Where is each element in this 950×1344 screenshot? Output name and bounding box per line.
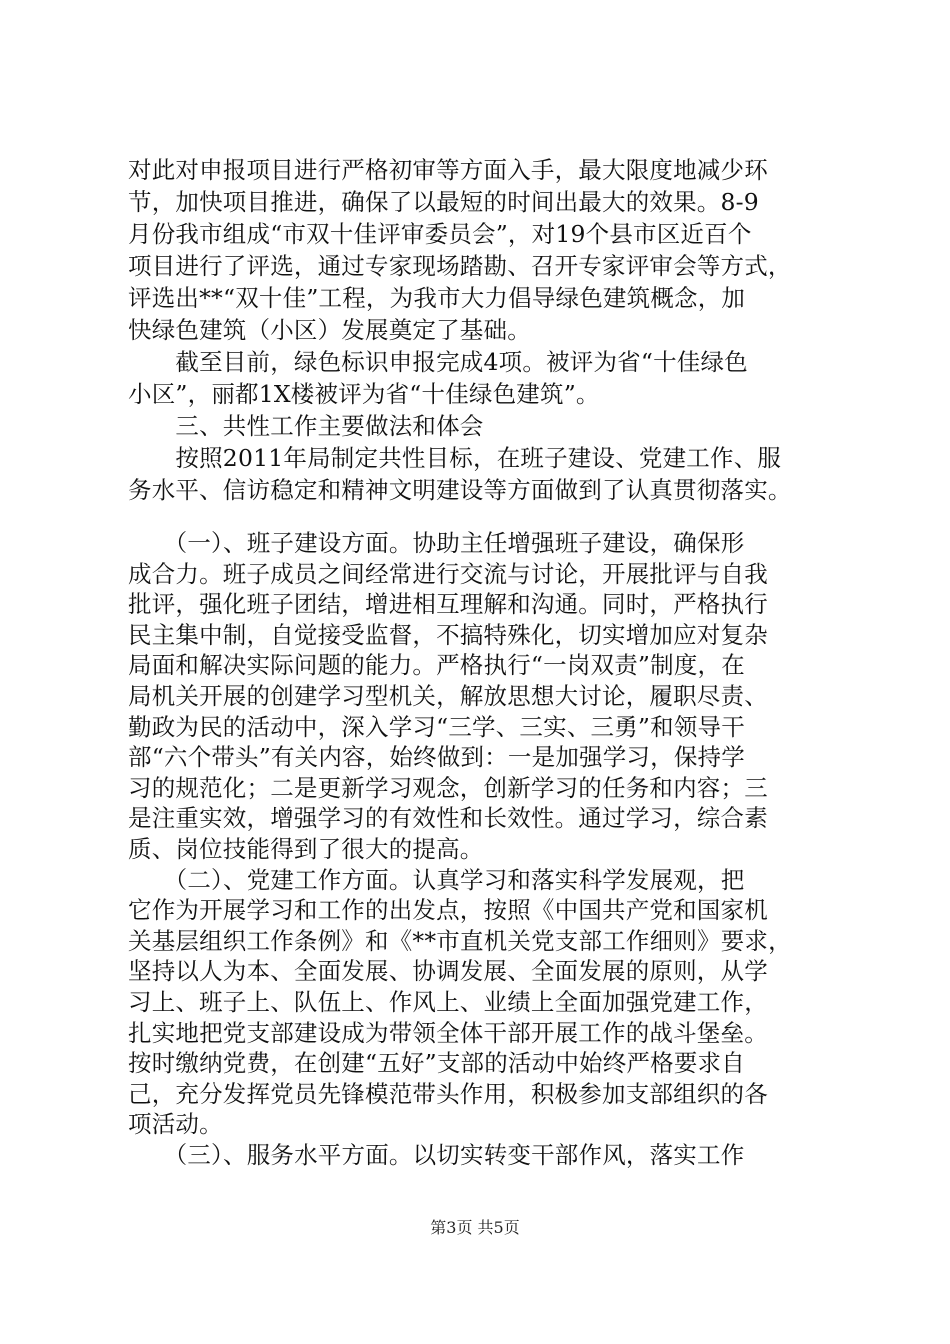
text-line: 局机关开展的创建学习型机关，解放思想大讨论，履职尽责、 — [128, 682, 768, 710]
text-line: （二）、党建工作方面。认真学习和落实科学发展观，把 — [128, 866, 745, 894]
page-footer: 第3页 共5页 — [430, 1218, 520, 1237]
text-line: 它作为开展学习和工作的出发点，按照《中国共产党和国家机 — [128, 896, 768, 924]
text-line: 习上、班子上、队伍上、作风上、业绩上全面加强党建工作， — [128, 988, 768, 1016]
text-line: 项目进行了评选，通过专家现场踏勘、召开专家评审会等方式， — [128, 252, 792, 280]
text-line: 小区”，丽都1X楼被评为省“十佳绿色建筑”。 — [128, 380, 600, 408]
text-line: 快绿色建筑（小区）发展奠定了基础。 — [128, 316, 531, 344]
text-line: 扎实地把党支部建设成为带领全体干部开展工作的战斗堡垒。 — [128, 1019, 768, 1047]
text-line: 关基层组织工作条例》和《**市直机关党支部工作细则》要求， — [128, 927, 792, 955]
text-line: 质、岗位技能得到了很大的提高。 — [128, 835, 484, 863]
text-line: 评选出**“双十佳”工程，为我市大力倡导绿色建筑概念，加 — [128, 284, 746, 312]
text-line: 勤政为民的活动中，深入学习“三学、三实、三勇”和领导干 — [128, 713, 745, 741]
text-line: 局面和解决实际问题的能力。严格执行“一岗双责”制度，在 — [128, 651, 745, 679]
text-line: （三）、服务水平方面。以切实转变干部作风，落实工作 — [128, 1141, 745, 1169]
text-line: 对此对申报项目进行严格初审等方面入手，最大限度地减少环 — [128, 156, 768, 184]
section-heading: 三、共性工作主要做法和体会 — [128, 412, 484, 440]
text-line: 批评，强化班子团结，增进相互理解和沟通。同时，严格执行 — [128, 590, 768, 618]
text-line: （一）、班子建设方面。协助主任增强班子建设，确保形 — [128, 529, 745, 557]
text-line: 部“六个带头”有关内容，始终做到：一是加强学习，保持学 — [128, 743, 745, 771]
text-line: 成合力。班子成员之间经常进行交流与讨论，开展批评与自我 — [128, 560, 768, 588]
text-line: 己，充分发挥党员先锋模范带头作用，积极参加支部组织的各 — [128, 1080, 768, 1108]
text-line: 月份我市组成“市双十佳评审委员会”，对19个县市区近百个 — [128, 220, 752, 248]
text-line: 坚持以人为本、全面发展、协调发展、全面发展的原则，从学 — [128, 957, 768, 985]
text-line: 务水平、信访稳定和精神文明建设等方面做到了认真贯彻落实。 — [128, 476, 792, 504]
text-line: 习的规范化；二是更新学习观念，创新学习的任务和内容；三 — [128, 774, 768, 802]
text-line: 按时缴纳党费，在创建“五好”支部的活动中始终严格要求自 — [128, 1049, 745, 1077]
text-line: 是注重实效，增强学习的有效性和长效性。通过学习，综合素 — [128, 804, 768, 832]
text-line: 民主集中制，自觉接受监督，不搞特殊化，切实增加应对复杂 — [128, 621, 768, 649]
text-line: 按照2011年局制定共性目标，在班子建设、党建工作、服 — [128, 444, 782, 472]
text-line: 截至目前，绿色标识申报完成4项。被评为省“十佳绿色 — [128, 348, 748, 376]
text-line: 项活动。 — [128, 1110, 223, 1138]
text-line: 节，加快项目推进，确保了以最短的时间出最大的效果。8-9 — [128, 188, 759, 216]
